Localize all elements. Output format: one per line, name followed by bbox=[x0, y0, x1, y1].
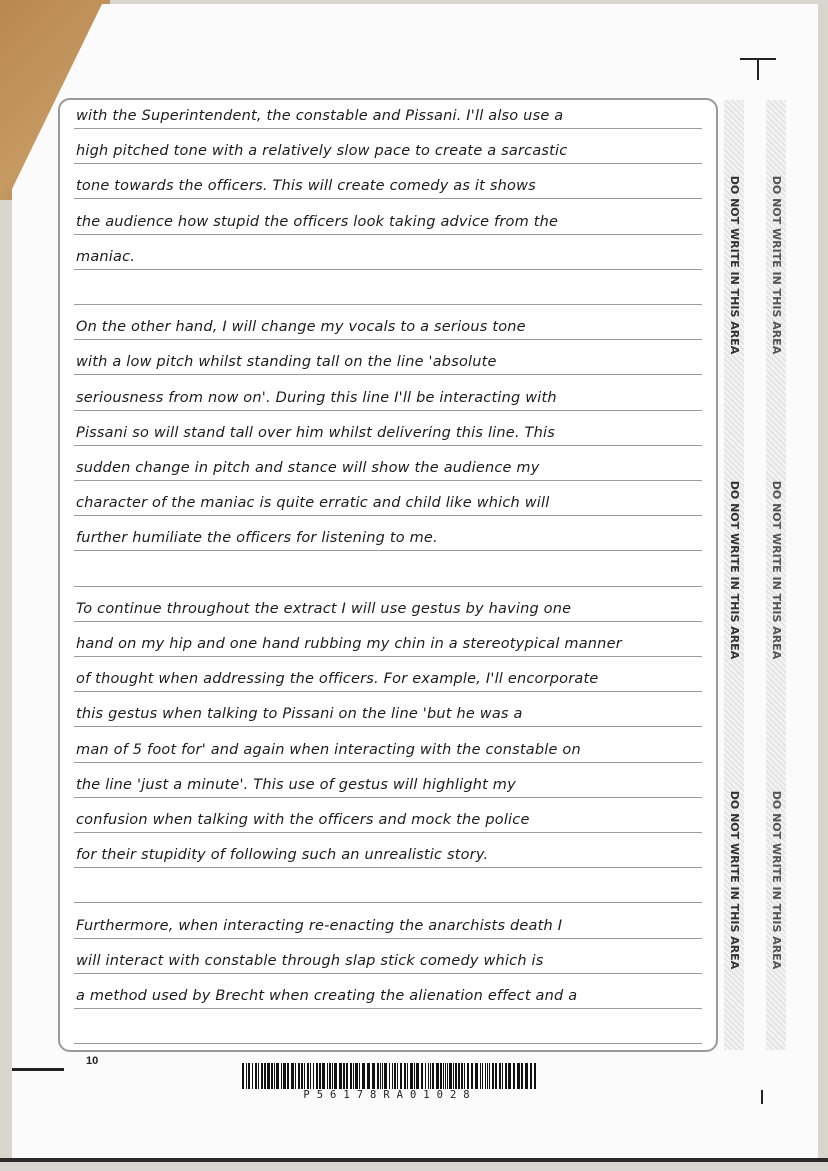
ruled-line bbox=[74, 586, 702, 587]
handwritten-line: character of the maniac is quite erratic and child like which will bbox=[76, 495, 550, 512]
handwritten-line: with a low pitch whilst standing tall on the line 'absolute bbox=[76, 354, 497, 371]
handwritten-line: Pissani so will stand tall over him whilst delivering this line. This bbox=[76, 424, 555, 441]
ruled-line bbox=[74, 339, 702, 340]
handwritten-line: On the other hand, I will change my vocals to a serious tone bbox=[76, 319, 526, 336]
ruled-line bbox=[74, 726, 702, 727]
ruled-line bbox=[74, 198, 702, 199]
ruled-line bbox=[74, 867, 702, 868]
ruled-line bbox=[74, 304, 702, 305]
handwritten-line: will interact with constable through slap stick comedy which is bbox=[76, 952, 544, 969]
handwritten-line: tone towards the officers. This will create comedy as it shows bbox=[76, 178, 536, 195]
handwritten-line: the audience how stupid the officers look taking advice from the bbox=[76, 213, 559, 230]
margin-warning: DO NOT WRITE IN THIS AREA bbox=[728, 175, 741, 355]
handwritten-line: To continue throughout the extract I will use gestus by having one bbox=[76, 600, 572, 617]
crop-mark bbox=[761, 1090, 763, 1104]
margin-warning: DO NOT WRITE IN THIS AREA bbox=[728, 480, 741, 660]
handwritten-line: sudden change in pitch and stance will show the audience my bbox=[76, 460, 540, 476]
barcode-number: P56178RA01028 bbox=[303, 1089, 477, 1101]
ruled-line bbox=[74, 902, 702, 903]
margin-warning: DO NOT WRITE IN THIS AREA bbox=[728, 790, 741, 970]
margin-warning: DO NOT WRITE IN THIS AREA bbox=[770, 790, 783, 970]
ruled-line bbox=[74, 656, 702, 657]
handwritten-line: man of 5 foot for' and again when interacting with the constable on bbox=[76, 741, 581, 758]
handwritten-line: a method used by Brecht when creating the alienation effect and a bbox=[76, 988, 578, 1004]
ruled-line bbox=[74, 691, 702, 692]
ruled-line bbox=[74, 128, 702, 129]
handwritten-line: this gestus when talking to Pissani on the line 'but he was a bbox=[76, 706, 523, 723]
handwritten-line: confusion when talking with the officers and mock the police bbox=[76, 812, 530, 828]
handwritten-line: with the Superintendent, the constable and Pissani. I'll also use a bbox=[76, 108, 564, 124]
page-edge bbox=[0, 1158, 828, 1162]
ruled-line bbox=[74, 550, 702, 551]
ruled-line bbox=[74, 445, 702, 446]
handwritten-line: further humiliate the officers for listening to me. bbox=[76, 530, 438, 547]
handwritten-line: Furthermore, when interacting re-enacting the anarchists death I bbox=[76, 917, 563, 934]
margin-warning: DO NOT WRITE IN THIS AREA bbox=[770, 480, 783, 660]
ruled-line bbox=[74, 973, 702, 974]
answer-box bbox=[58, 98, 718, 1052]
registration-mark bbox=[740, 58, 776, 80]
page-number: 10 bbox=[86, 1055, 99, 1067]
ruled-line bbox=[74, 938, 702, 939]
handwritten-line: seriousness from now on'. During this line I'll be interacting with bbox=[76, 389, 557, 406]
ruled-line bbox=[74, 797, 702, 798]
ruled-line bbox=[74, 163, 702, 164]
ruled-line bbox=[74, 832, 702, 833]
ruled-line bbox=[74, 1008, 702, 1009]
ruled-line bbox=[74, 480, 702, 481]
handwritten-line: high pitched tone with a relatively slow pace to create a sarcastic bbox=[76, 143, 568, 160]
ruled-line bbox=[74, 234, 702, 235]
ruled-line bbox=[74, 374, 702, 375]
ruled-line bbox=[74, 515, 702, 516]
handwritten-line: the line 'just a minute'. This use of gestus will highlight my bbox=[76, 776, 516, 793]
ruled-line bbox=[74, 1043, 702, 1044]
margin-warning: DO NOT WRITE IN THIS AREA bbox=[770, 175, 783, 355]
ruled-line bbox=[74, 762, 702, 763]
ruled-line bbox=[74, 269, 702, 270]
barcode-icon bbox=[240, 1063, 540, 1089]
handwritten-line: hand on my hip and one hand rubbing my chin in a stereotypical manner bbox=[76, 636, 622, 652]
footer-rule bbox=[12, 1068, 64, 1071]
handwritten-line: of thought when addressing the officers. For example, I'll encorporate bbox=[76, 671, 599, 688]
handwritten-line: for their stupidity of following such an unrealistic story. bbox=[76, 847, 489, 864]
ruled-line bbox=[74, 410, 702, 411]
ruled-line bbox=[74, 621, 702, 622]
handwritten-line: maniac. bbox=[76, 248, 136, 265]
